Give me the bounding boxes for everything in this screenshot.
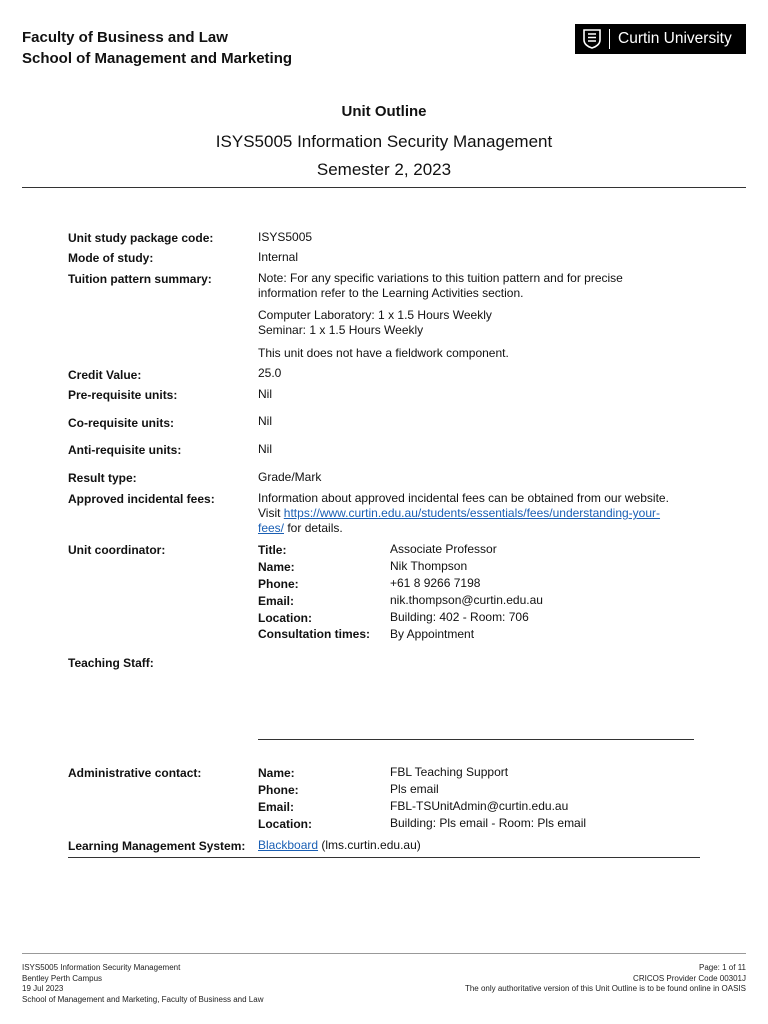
coordinator-label: Unit coordinator: [68,543,166,557]
logo-text: Curtin University [618,30,732,47]
coord-name-value: Nik Thompson [390,559,468,573]
faculty-name: Faculty of Business and Law [22,29,228,46]
result-value: Grade/Mark [258,470,322,484]
admin-phone-value: Pls email [390,782,439,796]
footer-school: School of Management and Marketing, Faculty of Business and Law [22,994,264,1004]
tuition-seminar: Seminar: 1 x 1.5 Hours Weekly [258,323,424,337]
tuition-note-line2: information refer to the Learning Activities section. [258,286,524,300]
title-divider [22,187,746,188]
mode-label: Mode of study: [68,251,154,265]
admin-phone-label: Phone: [258,783,299,797]
fees-line2: Visit https://www.curtin.edu.au/students/essentials/fees/understanding-your- [258,506,661,520]
footer-left [22,963,263,1005]
lms-label: Learning Management System: [68,839,246,853]
fieldwork-note: This unit does not have a fieldwork component. [258,346,509,360]
coord-consult-label: Consultation times: [258,627,371,641]
prereq-value: Nil [258,387,272,401]
unit-title: ISYS5005 Information Security Management [215,132,553,151]
fees-line1: Information about approved incidental fees can be obtained from our website. [258,491,669,505]
mode-value: Internal [258,250,299,264]
admin-contact-label: Administrative contact: [68,766,202,780]
curtin-logo [575,24,746,54]
coreq-value: Nil [258,414,272,428]
credit-value: 25.0 [258,366,282,380]
footer-authority: The only authoritative version of this Unit Outline is to be found online in OASIS [464,984,746,993]
coord-name-label: Name: [258,560,295,574]
school-name: School of Management and Marketing [22,50,293,67]
fees-link[interactable]: https://www.curtin.edu.au/students/essentials/fees/understanding-your- [283,506,661,520]
coreq-label: Co-requisite units: [68,416,175,430]
footer-campus: Bentley Perth Campus [22,973,103,983]
blackboard-link[interactable]: Blackboard [258,838,319,852]
footer-unit: ISYS5005 Information Security Management [22,963,181,972]
footer-divider [22,953,746,954]
admin-name-label: Name: [258,766,295,780]
coord-title-value: Associate Professor [390,542,497,556]
fees-line3: fees/ for details. [258,521,343,535]
admin-email-value: FBL-TSUnitAdmin@curtin.edu.au [390,799,569,813]
coord-email-label: Email: [258,594,295,608]
tuition-note-line1: Note: For any specific variations to this tuition pattern and for precise [258,271,623,285]
semester-title: Semester 2, 2023 [316,160,452,179]
prereq-label: Pre-requisite units: [68,388,178,402]
faculty-header [22,27,292,69]
coord-location-label: Location: [258,611,312,625]
footer-page: Page: 1 of 11 [699,963,746,972]
admin-location-label: Location: [258,817,312,831]
package-code-value: ISYS5005 [258,230,313,244]
result-label: Result type: [68,471,137,485]
fees-label: Approved incidental fees: [68,492,215,506]
credit-label: Credit Value: [68,368,142,382]
admin-location-value: Building: Pls email - Room: Pls email [390,816,587,830]
admin-email-label: Email: [258,800,295,814]
coord-phone-value: +61 8 9266 7198 [390,576,481,590]
crest-icon [581,28,603,50]
lms-value: Blackboard (lms.curtin.edu.au) [258,838,421,852]
package-code-label: Unit study package code: [68,231,214,245]
antireq-value: Nil [258,442,272,456]
coord-email-value: nik.thompson@curtin.edu.au [390,593,543,607]
tuition-lab: Computer Laboratory: 1 x 1.5 Hours Weekly [258,308,492,322]
coord-location-value: Building: 402 - Room: 706 [390,610,529,624]
coord-phone-label: Phone: [258,577,299,591]
footer-date: 19 Jul 2023 [22,984,64,993]
antireq-label: Anti-requisite units: [68,443,182,457]
footer-right [465,963,746,995]
coord-title-label: Title: [258,543,287,557]
lms-divider [68,857,700,858]
staff-divider [258,739,694,740]
coord-consult-value: By Appointment [390,627,475,641]
footer-cricos: CRICOS Provider Code 00301J [633,973,746,983]
admin-name-value: FBL Teaching Support [390,765,509,779]
tuition-label: Tuition pattern summary: [68,272,212,286]
doc-type-title: Unit Outline [341,103,427,120]
teaching-staff-label: Teaching Staff: [68,656,154,670]
fees-link-cont[interactable]: fees/ [258,521,285,535]
